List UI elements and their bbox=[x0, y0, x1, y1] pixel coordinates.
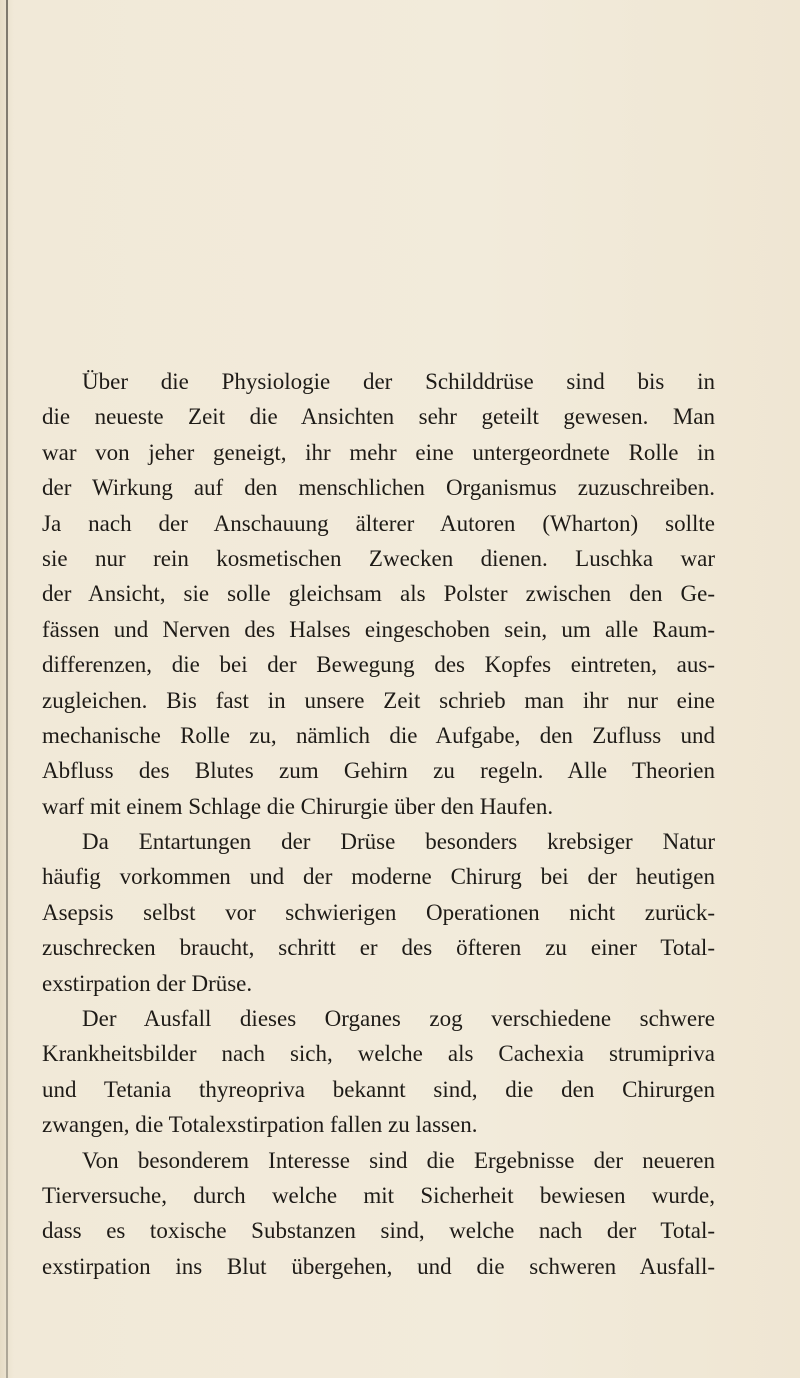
text-line: exstirpation ins Blut übergehen, und die schweren Ausfall- bbox=[42, 1253, 715, 1279]
text-line: der Wirkung auf den menschlichen Organismus zuzuschreiben. bbox=[42, 475, 715, 501]
text-line: die neueste Zeit die Ansichten sehr geteilt gewesen. Man bbox=[42, 404, 715, 430]
text-line: und Tetania thyreopriva bekannt sind, die den Chirurgen bbox=[42, 1076, 715, 1102]
text-line: fässen und Nerven des Halses eingeschoben sein, um alle Raum- bbox=[42, 616, 715, 642]
text-line: differenzen, die bei der Bewegung des Kopfes eintreten, aus- bbox=[42, 652, 715, 678]
text-line: dass es toxische Substanzen sind, welche nach der Total- bbox=[42, 1218, 715, 1244]
body-text bbox=[42, 364, 715, 1284]
text-line: zwangen, die Totalexstirpation fallen zu lassen. bbox=[42, 1112, 478, 1138]
text-line: Der Ausfall dieses Organes zog verschiedene schwere bbox=[82, 1006, 715, 1032]
text-line: Abfluss des Blutes zum Gehirn zu regeln. Alle Theorien bbox=[42, 758, 715, 784]
text-line: Krankheitsbilder nach sich, welche als Cachexia strumipriva bbox=[42, 1041, 715, 1067]
text-line: war von jeher geneigt, ihr mehr eine untergeordnete Rolle in bbox=[42, 439, 715, 465]
text-line: zugleichen. Bis fast in unsere Zeit schrieb man ihr nur eine bbox=[42, 687, 715, 713]
text-line: häufig vorkommen und der moderne Chirurg bei der heutigen bbox=[42, 864, 715, 890]
text-line: Asepsis selbst vor schwierigen Operationen nicht zurück- bbox=[42, 899, 715, 925]
text-line: zuschrecken braucht, schritt er des öfteren zu einer Total- bbox=[42, 935, 715, 961]
text-line: mechanische Rolle zu, nämlich die Aufgabe, den Zufluss und bbox=[42, 722, 715, 748]
text-line: Tierversuche, durch welche mit Sicherheit bewiesen wurde, bbox=[42, 1182, 715, 1208]
text-line: Über die Physiologie der Schilddrüse sind bis in bbox=[82, 369, 715, 394]
text-line: der Ansicht, sie solle gleichsam als Polster zwischen den Ge- bbox=[42, 581, 715, 607]
text-line: Ja nach der Anschauung älterer Autoren (Wharton) sollte bbox=[42, 510, 715, 536]
text-line: warf mit einem Schlage die Chirurgie über den Haufen. bbox=[42, 793, 554, 819]
text-line: Von besonderem Interesse sind die Ergebnisse der neueren bbox=[82, 1147, 715, 1173]
text-line: Da Entartungen der Drüse besonders krebsiger Natur bbox=[82, 829, 715, 855]
text-line: sie nur rein kosmetischen Zwecken dienen. Luschka war bbox=[42, 545, 715, 571]
text-line: exstirpation der Drüse. bbox=[42, 970, 253, 996]
page-edge-shadow bbox=[6, 0, 8, 1378]
